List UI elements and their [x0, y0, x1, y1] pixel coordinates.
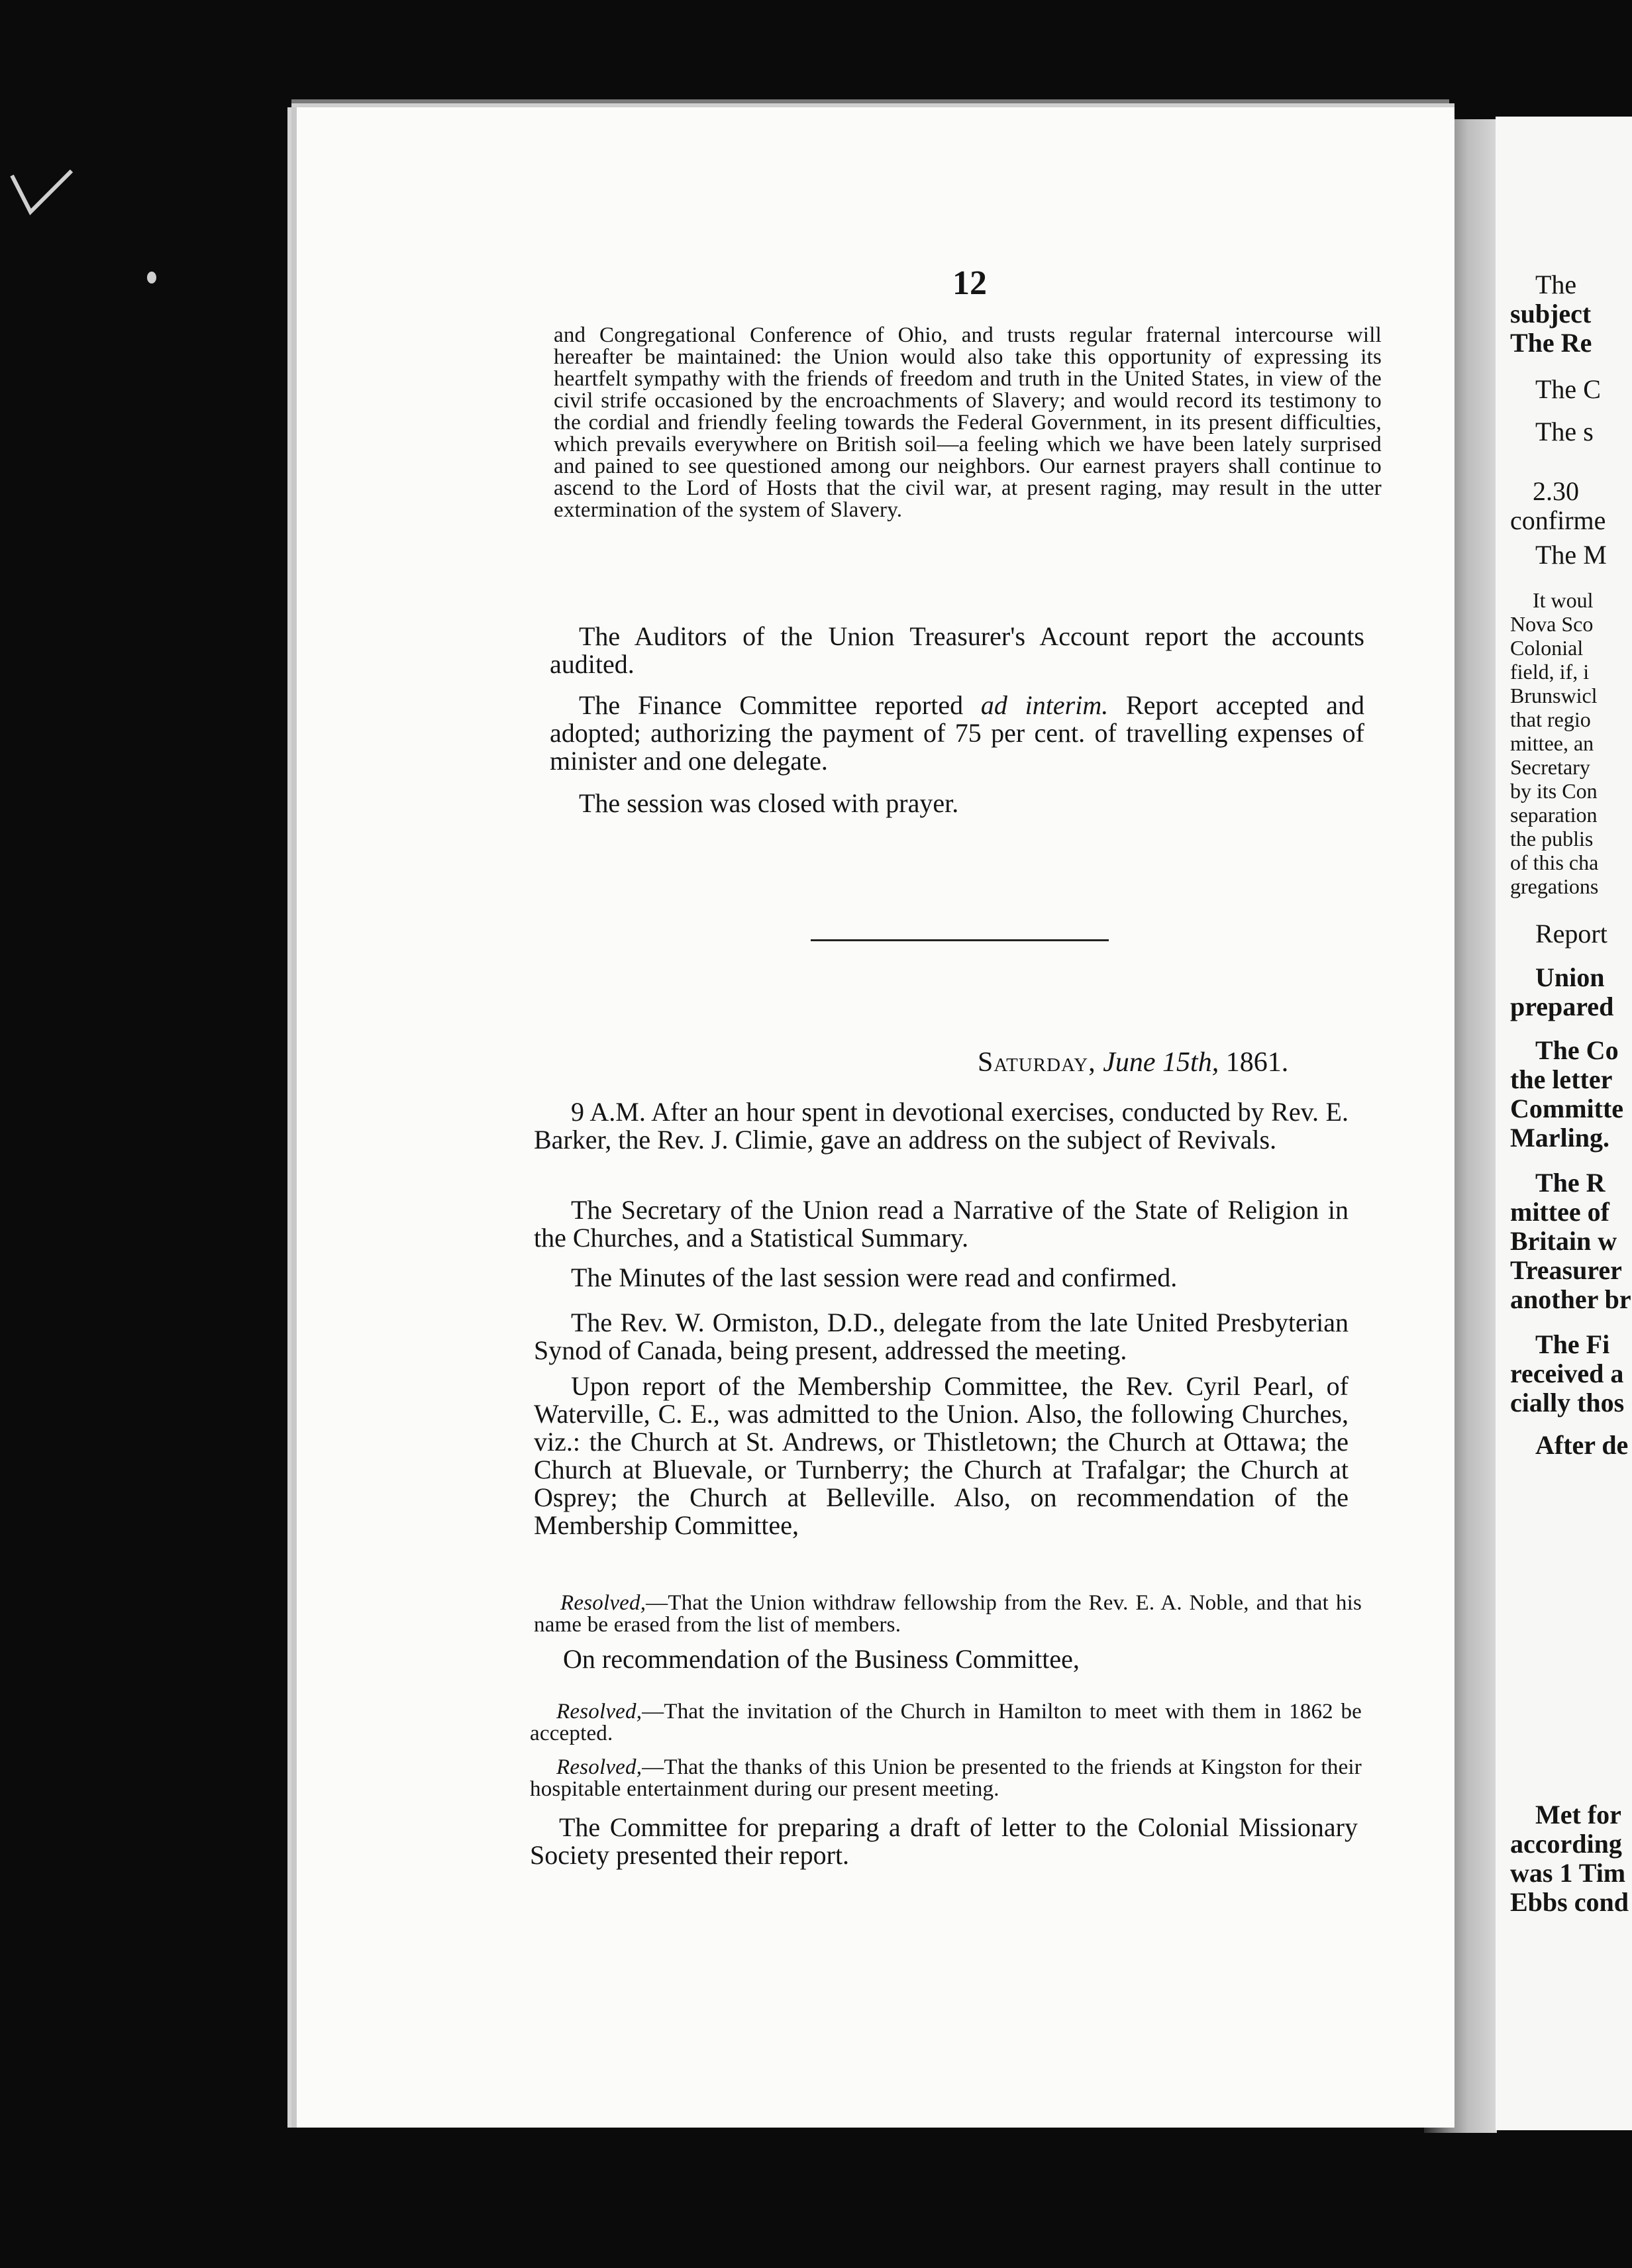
right-page	[1496, 117, 1632, 2130]
resolved-noble-text: —That the Union withdraw fellowship from the Rev. E. A. Noble, and that his name be erased from the list of members.	[534, 1591, 1362, 1637]
right-page-fragment: by its Con	[1510, 779, 1598, 803]
right-page-fragment: mittee, an	[1510, 731, 1594, 755]
right-page-fragment: field, if, i	[1510, 660, 1590, 684]
finance-italic: ad interim.	[980, 690, 1109, 720]
right-page-fragment: Britain w	[1510, 1226, 1617, 1256]
right-page-fragment: Secretary	[1510, 755, 1590, 779]
right-page-fragment: of this cha	[1510, 850, 1599, 874]
page-number: 12	[952, 264, 987, 302]
right-page-fragment: subject	[1510, 299, 1592, 329]
right-page-fragment: separation	[1510, 803, 1598, 827]
right-page-fragment: The Co	[1535, 1035, 1619, 1065]
resolved-label: Resolved,	[556, 1700, 642, 1724]
secretary-paragraph: The Secretary of the Union read a Narrative of the State of Religion in the Churches, and a Statistical Summary.	[534, 1195, 1349, 1253]
morning-paragraph: 9 A.M. After an hour spent in devotional exercises, conducted by Rev. E. Barker, the Rev. J. Climie, gave an address on the subject of Revivals.	[534, 1097, 1349, 1155]
right-page-fragment: The M	[1535, 540, 1607, 570]
right-page-fragment: was 1 Tim	[1510, 1858, 1626, 1888]
resolved-label: Resolved,	[560, 1591, 646, 1615]
finance-lead: The Finance Committee reported	[579, 690, 964, 720]
right-page-fragment: The C	[1535, 374, 1601, 404]
right-page-fragment: gregations	[1510, 874, 1599, 898]
right-page-fragment: Nova Sco	[1510, 612, 1594, 636]
membership-paragraph: Upon report of the Membership Committee, the Rev. Cyril Pearl, of Waterville, C. E., was admitted to the Union. Also, the following Churches, viz.: the Church at St. Andrews, or Thistletown; the Church at Ottawa; the Church at Bluevale, or Turnberry; the Church at Trafalgar; the Church at Osprey; the Church at Belleville. Also, on recommendation of the Membership Committee,	[534, 1371, 1349, 1540]
session-closed: The session was closed with prayer.	[579, 788, 959, 818]
resolved-label: Resolved,	[556, 1755, 642, 1779]
committee-report-paragraph: The Committee for preparing a draft of letter to the Colonial Missionary Society presented their report.	[530, 1812, 1358, 1870]
finance-rest: Report accepted and adopted; authorizing the payment of 75 per cent. of travelling expenses of minister and one delegate.	[550, 690, 1364, 776]
right-page-fragment: 2.30	[1533, 476, 1579, 506]
right-page-fragment: The	[1535, 270, 1577, 299]
right-page-fragment: Treasurer	[1510, 1255, 1622, 1285]
right-page-fragment: the publis	[1510, 827, 1594, 850]
right-page-fragment: received a	[1510, 1359, 1624, 1388]
right-page-fragment: Met for	[1535, 1800, 1621, 1830]
right-page-fragment: Report	[1535, 919, 1607, 949]
right-page-fragment: that regio	[1510, 707, 1591, 731]
right-page-fragment: Colonial	[1510, 636, 1584, 660]
right-page-fragment: Committe	[1510, 1094, 1624, 1123]
right-page-fragment: confirme	[1510, 505, 1606, 535]
resolved-hamilton	[530, 1701, 1362, 1745]
right-page-fragment: Brunswicl	[1510, 684, 1598, 707]
resolved-kingston	[530, 1757, 1362, 1800]
right-page-fragment: It woul	[1533, 588, 1594, 612]
right-page-fragment: mittee of	[1510, 1197, 1609, 1227]
resolved-kingston-text: —That the thanks of this Union be presented to the friends at Kingston for their hospitable entertainment during our present meeting.	[530, 1755, 1362, 1801]
intro-paragraph: and Congregational Conference of Ohio, and trusts regular fraternal intercourse will hereafter be maintained: the Union would also take this opportunity of expressing its heartfelt sympathy with the friends of freedom and truth in the United States, in view of the civil strife occasioned by the encroachments of Slavery; and would record its testimony to the cordial and friendly feeling towards the Federal Government, in its present difficulties, which prevails everywhere on British soil—a feeling which we have been lately surprised and pained to see questioned among our neighbors. Our earnest prayers shall continue to ascend to the Lord of Hosts that the civil war, at present raging, may result in the utter extermination of the system of Slavery.	[554, 323, 1382, 522]
right-page-fragment: The s	[1535, 417, 1594, 446]
right-page-fragment: Marling.	[1510, 1123, 1609, 1153]
minutes-paragraph: The Minutes of the last session were read and confirmed.	[571, 1263, 1178, 1292]
auditors-paragraph: The Auditors of the Union Treasurer's Account report the accounts audited.	[550, 621, 1364, 679]
right-page-fragment: After de	[1535, 1430, 1629, 1460]
resolved-hamilton-text: —That the invitation of the Church in Hamilton to meet with them in 1862 be accepted.	[530, 1700, 1362, 1745]
right-page-fragment: The Fi	[1535, 1329, 1610, 1359]
section-divider	[811, 939, 1109, 941]
right-page-fragment: The R	[1535, 1168, 1606, 1198]
right-page-fragment: Ebbs cond	[1510, 1887, 1629, 1917]
margin-dot	[147, 272, 156, 284]
handwritten-check-mark	[5, 166, 78, 219]
right-page-fragment: another br	[1510, 1284, 1631, 1314]
date-year: 1861.	[1225, 1047, 1289, 1078]
ormiston-paragraph: The Rev. W. Ormiston, D.D., delegate from the late United Presbyterian Synod of Canada, being present, addressed the meeting.	[534, 1308, 1349, 1365]
business-paragraph: On recommendation of the Business Committee,	[563, 1644, 1080, 1674]
finance-paragraph	[550, 692, 1364, 775]
right-page-fragment: according	[1510, 1829, 1622, 1859]
right-page-fragment: the letter	[1510, 1064, 1613, 1094]
right-page-fragment: Union	[1535, 962, 1605, 992]
date-italic: June 15th,	[1103, 1047, 1219, 1078]
right-page-fragment: prepared	[1510, 992, 1614, 1021]
date-line	[978, 1047, 1288, 1078]
right-page-fragment: cially thos	[1510, 1388, 1625, 1418]
date-day: Saturday,	[978, 1047, 1096, 1078]
resolved-noble	[534, 1592, 1362, 1636]
right-page-fragment: The Re	[1510, 328, 1592, 358]
